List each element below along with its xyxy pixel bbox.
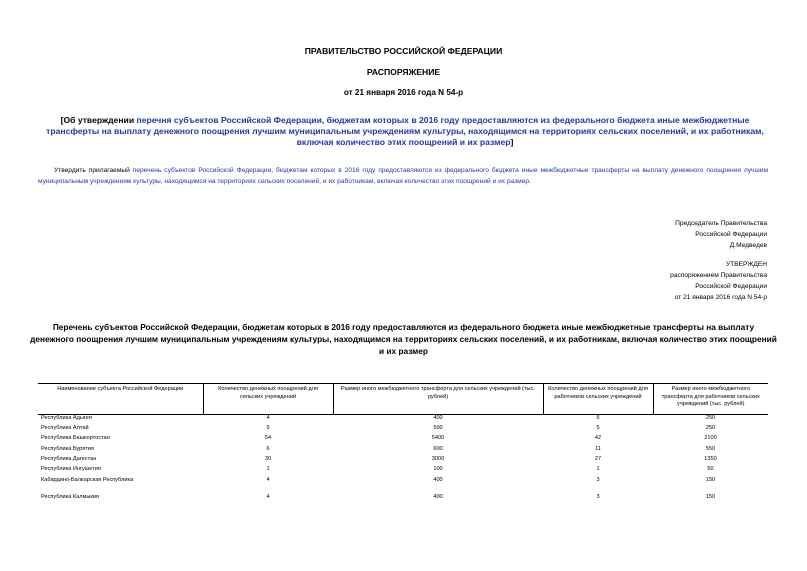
table-row	[38, 414, 768, 425]
cell-rural-transfer: 400	[433, 493, 443, 500]
cell-worker-transfer: 1350	[704, 456, 717, 463]
paragraph-prefix: Утвердить прилагаемый	[54, 167, 133, 174]
signature-line-3: Д.Медведев	[729, 242, 767, 249]
cell-worker-awards: 42	[594, 435, 602, 442]
signature-line-2: Российской Федерации	[695, 231, 767, 238]
order-heading: РАСПОРЯЖЕНИЕ	[366, 67, 441, 77]
column-header-worker-transfer: Размер иного межбюджетного трансферта для работников сельских учреждений (тыс. рублей)	[653, 384, 768, 415]
cell-rural-awards: 54	[264, 435, 272, 442]
cell-region: Республика Башкортостан	[41, 435, 110, 442]
column-header-region: Наименование субъекта Российской Федерации	[38, 384, 203, 415]
cell-rural-awards: 30	[264, 456, 272, 463]
column-header-rural-awards: Количество денежных поощрений для сельских учреждений	[203, 384, 333, 415]
paragraph-suffix: .	[529, 178, 531, 185]
approval-block	[670, 259, 767, 303]
subject-link[interactable]: перечня субъектов Российской Федерации, бюджетам которых в 2016 году предоставляются из федерального бюджета иные межбюджетные трансферты на выплату денежного поощрения лучшим муниципальным учреждениям культуры, находящимся на территориях сельских поселений, и их работникам, включая количество этих поощрений и их размер	[46, 115, 764, 147]
table-row	[38, 456, 768, 466]
approval-line-4: от 21 января 2016 года N 54-р	[674, 294, 767, 301]
table-header-row	[38, 384, 768, 415]
subject-suffix: ]	[510, 137, 514, 147]
cell-worker-transfer: 2100	[704, 435, 717, 442]
table-row	[38, 425, 768, 435]
cell-worker-awards: 5	[596, 424, 600, 431]
cell-worker-awards: 3	[596, 493, 600, 500]
cell-region: Республика Адыгея	[41, 414, 92, 421]
cell-rural-transfer: 100	[433, 466, 443, 473]
cell-region: Республика Алтай	[41, 424, 89, 431]
order-date: от 21 января 2016 года N 54-р	[343, 88, 464, 97]
paragraph-link[interactable]: перечень субъектов Российской Федерации, бюджетам которых в 2016 году предоставляются из федерального бюджета иные межбюджетные трансферты на выплату денежного поощрения лучшим муниципальным учреждениям культуры, находящимся на территориях сельских поселений, и их работникам, включая количество этих поощрений и их размер	[38, 167, 768, 185]
cell-rural-awards: 4	[266, 476, 270, 483]
signature-block	[675, 218, 767, 251]
approval-line-2: распоряжением Правительства	[670, 272, 767, 279]
cell-worker-awards: 5	[596, 414, 600, 421]
order-subject	[40, 115, 770, 148]
cell-region: Республика Калмыкия	[41, 493, 99, 500]
cell-rural-awards: 5	[266, 424, 270, 431]
approval-line-3: Российской Федерации	[695, 283, 767, 290]
table-row	[38, 466, 768, 476]
table-row	[38, 494, 768, 504]
approval-line-1: УТВЕРЖДЕН	[725, 261, 767, 268]
cell-rural-transfer: 500	[433, 424, 443, 431]
signature-line-1: Председатель Правительства	[675, 220, 767, 227]
cell-rural-awards: 4	[266, 493, 270, 500]
cell-worker-transfer: 150	[705, 476, 716, 483]
cell-rural-transfer: 5400	[431, 435, 445, 442]
cell-region: Республика Бурятия	[41, 445, 94, 452]
cell-worker-transfer: 50	[707, 466, 714, 473]
cell-region: Республика Дагестан	[41, 456, 97, 463]
cell-worker-awards: 27	[594, 456, 602, 463]
cell-rural-transfer: 400	[433, 476, 443, 483]
cell-worker-awards: 3	[596, 476, 600, 483]
table-row	[38, 477, 768, 494]
table-row	[38, 446, 768, 456]
cell-worker-awards: 1	[596, 466, 600, 473]
subject-prefix: [Об утверждении	[60, 115, 137, 125]
cell-worker-awards: 11	[595, 445, 601, 452]
column-header-worker-awards: Количество денежных поощрений для работников сельских учреждений	[543, 384, 653, 415]
cell-rural-transfer: 3000	[431, 456, 445, 463]
cell-worker-transfer: 550	[705, 445, 716, 452]
cell-rural-awards: 1	[266, 466, 270, 473]
cell-rural-transfer: 400	[433, 414, 443, 421]
cell-rural-awards: 6	[266, 445, 270, 452]
list-title: Перечень субъектов Российской Федерации, бюджетам которых в 2016 году предоставляются из федерального бюджета иные межбюджетные трансферты на выплату денежного поощрения лучшим муниципальным учреждениям культуры, находящимся на территориях сельских поселений, и их работникам, включая количество этих поощрений и их размер	[30, 322, 777, 356]
table-row	[38, 435, 768, 445]
cell-region: Кабардино-Балкарская Республика	[41, 476, 134, 483]
government-heading: ПРАВИТЕЛЬСТВО РОССИЙСКОЙ ФЕДЕРАЦИИ	[304, 46, 503, 56]
cell-worker-transfer: 250	[705, 424, 716, 431]
cell-rural-transfer: 600	[433, 445, 443, 452]
subjects-table	[38, 383, 768, 504]
cell-worker-transfer: 250	[705, 414, 716, 421]
order-paragraph	[38, 165, 768, 187]
cell-region: Республика Ингушетия	[41, 466, 101, 473]
column-header-rural-transfer: Размер иного межбюджетного трансферта для сельских учреждений (тыс. рублей)	[333, 384, 543, 415]
cell-worker-transfer: 150	[705, 493, 716, 500]
cell-rural-awards: 4	[266, 414, 270, 421]
